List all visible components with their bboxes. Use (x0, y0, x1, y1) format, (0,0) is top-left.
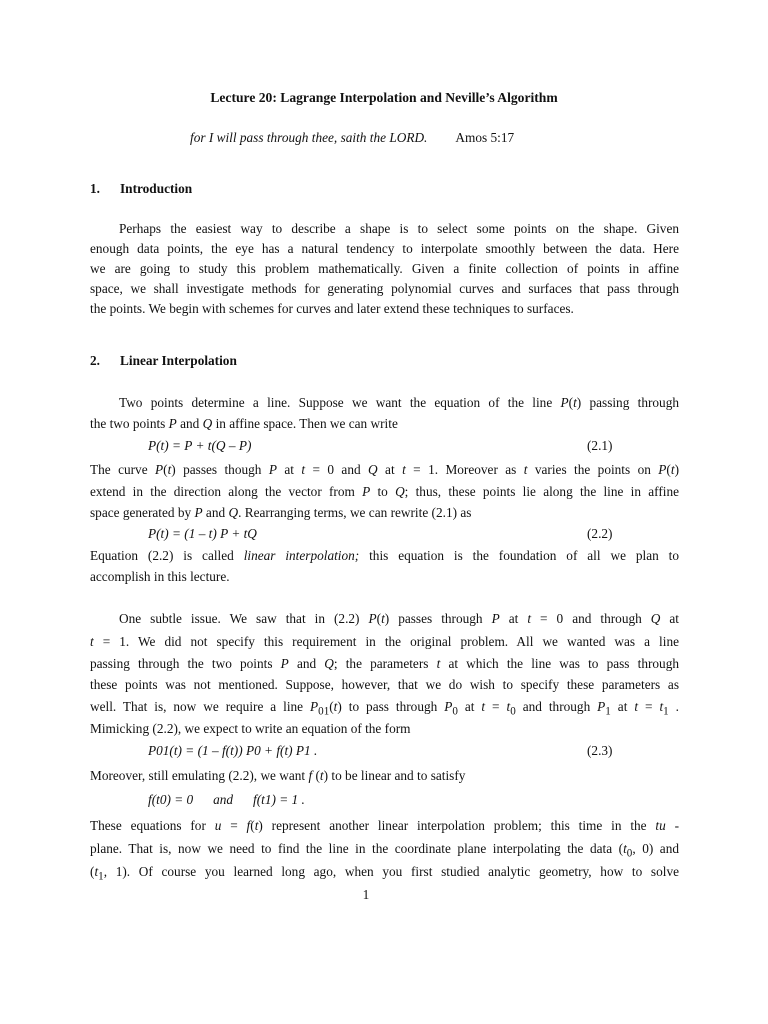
epigraph (190, 128, 514, 149)
paragraph-line: extend in the direction along the vector from P to Q; thus, these points lie along the line in affine (90, 484, 679, 499)
equation-label-2-2: (2.2) (587, 526, 613, 541)
section-heading-introduction (90, 179, 192, 200)
equation-2-1: P(t) = P + t(Q – P) (148, 438, 252, 453)
lecture-title: Lecture 20: Lagrange Interpolation and Neville’s Algorithm (210, 90, 558, 105)
paragraph-line: Mimicking (2.2), we expect to write an equation of the form (90, 721, 411, 736)
page-number: 1 (362, 887, 370, 902)
paragraph-line: passing through the two points P and Q; the parameters t at which the line was to pass through (90, 656, 679, 671)
intro-line-3: we are going to study this problem mathematically. Given a finite collection of points in affine (90, 261, 679, 276)
paragraph-line: these points was not mentioned. Suppose, however, that we do wish to specify these parameters as (90, 677, 679, 692)
paragraph-line: ($t_1$, 1). Of course you learned long ago, when you first studied analytic geometry, how to solve (90, 864, 679, 883)
paragraph-line: Equation (2.2) is called linear interpolation; this equation is the foundation of all we plan to (90, 548, 679, 563)
paragraph-line: the two points P and Q in affine space. Then we can write (90, 416, 398, 431)
equation-label-2-3: (2.3) (587, 743, 613, 758)
equation-label-2-1: (2.1) (587, 438, 613, 453)
epigraph-reference: Amos 5:17 (455, 130, 515, 145)
paragraph-line: These equations for u = f(t) represent another linear interpolation problem; this time in the tu - (90, 818, 679, 833)
paragraph-line: plane. That is, now we need to find the line in the coordinate plane interpolating the data ($t_0$, 0) and (90, 841, 679, 860)
equation-2-3: P01(t) = (1 – f(t)) P0 + f(t) P1 . (148, 743, 318, 758)
epigraph-quote: for I will pass through thee, saith the LORD. (190, 130, 428, 145)
paragraph-line: t = 1. We did not specify this requirement in the original problem. All we wanted was a line (90, 634, 679, 649)
paragraph-line: accomplish in this lecture. (90, 569, 230, 584)
section-title: Introduction (120, 181, 193, 196)
paragraph-line: Two points determine a line. Suppose we want the equation of the line P(t) passing through (119, 395, 679, 410)
intro-line-5: the points. We begin with schemes for curves and later extend these techniques to surfaces. (90, 301, 574, 316)
paragraph-line: space generated by P and Q. Rearranging terms, we can rewrite (2.1) as (90, 505, 472, 520)
intro-line-1: Perhaps the easiest way to describe a shape is to select some points on the shape. Given (119, 221, 679, 236)
equation-conditions: f(t0) = 0 and f(t1) = 1 . (148, 792, 305, 807)
section-title: Linear Interpolation (120, 353, 237, 368)
section-number: 1. (90, 181, 100, 196)
section-number: 2. (90, 353, 100, 368)
paragraph-line: Moreover, still emulating (2.2), we want f (t) to be linear and to satisfy (90, 768, 466, 783)
paragraph-line: The curve P(t) passes though P at t = 0 and Q at t = 1. Moreover as t varies the points on P(t) (90, 462, 679, 477)
intro-line-2: enough data points, the eye has a natural tendency to interpolate smoothly between the data. Here (90, 241, 679, 256)
paragraph-line: One subtle issue. We saw that in (2.2) P(t) passes through P at t = 0 and through Q at (119, 611, 679, 626)
section-heading-linear-interpolation (90, 351, 237, 372)
equation-2-2: P(t) = (1 – t) P + tQ (148, 526, 257, 541)
paragraph-line: well. That is, now we require a line $P_{01}(t)$ to pass through $P_0$ at $t = t_0$ and through $P_1$ at $t = t_1$ . (90, 699, 679, 718)
intro-line-4: space, we shall investigate methods for generating polynomial curves and surfaces that pass through (90, 281, 679, 296)
